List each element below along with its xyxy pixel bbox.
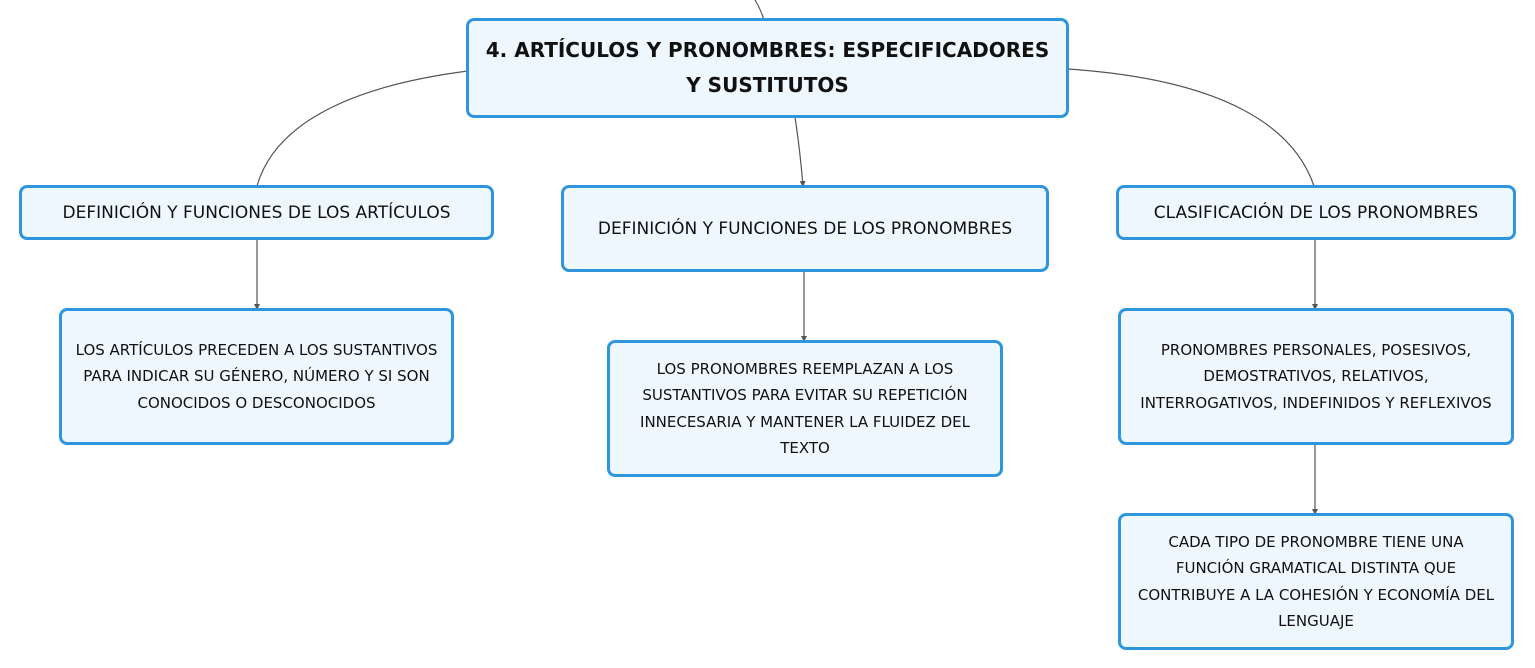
detail-articulos-node[interactable] <box>59 308 454 445</box>
root-topic-label: 4. ARTÍCULOS Y PRONOMBRES: ESPECIFICADORES Y SUSTITUTOS <box>485 38 1050 97</box>
topic-pronombres-node[interactable] <box>561 185 1049 272</box>
detail-clasificacion-node[interactable] <box>1118 308 1514 445</box>
detail-label: LOS ARTÍCULOS PRECEDEN A LOS SUSTANTIVOS PARA INDICAR SU GÉNERO, NÚMERO Y SI SON CONOCIDOS O DESCONOCIDOS <box>75 340 438 412</box>
root-topic-node[interactable] <box>466 18 1069 118</box>
detail-funcion-gramatical-node[interactable] <box>1118 513 1514 650</box>
connector-root-to-topic-2 <box>795 117 803 186</box>
topic-label: DEFINICIÓN Y FUNCIONES DE LOS ARTÍCULOS <box>62 202 451 223</box>
detail-label: LOS PRONOMBRES REEMPLAZAN A LOS SUSTANTIVOS PARA EVITAR SU REPETICIÓN INNECESARIA Y MANTENER LA FLUIDEZ DEL TEXTO <box>640 359 970 457</box>
topic-clasificacion-node[interactable] <box>1116 185 1516 240</box>
detail-pronombres-node[interactable] <box>607 340 1003 477</box>
connector-root-to-topic-3 <box>1068 69 1314 186</box>
detail-label: CADA TIPO DE PRONOMBRE TIENE UNA FUNCIÓN GRAMATICAL DISTINTA QUE CONTRIBUYE A LA COHESIÓN Y ECONOMÍA DEL LENGUAJE <box>1137 532 1495 630</box>
connector-root-to-topic-1 <box>257 71 468 186</box>
connector-parent-to-root <box>755 0 764 20</box>
topic-articulos-node[interactable] <box>19 185 494 240</box>
topic-label: CLASIFICACIÓN DE LOS PRONOMBRES <box>1153 202 1479 223</box>
topic-label: DEFINICIÓN Y FUNCIONES DE LOS PRONOMBRES <box>597 218 1013 239</box>
detail-label: PRONOMBRES PERSONALES, POSESIVOS, DEMOSTRATIVOS, RELATIVOS, INTERROGATIVOS, INDEFINIDOS Y REFLEXIVOS <box>1140 340 1492 412</box>
